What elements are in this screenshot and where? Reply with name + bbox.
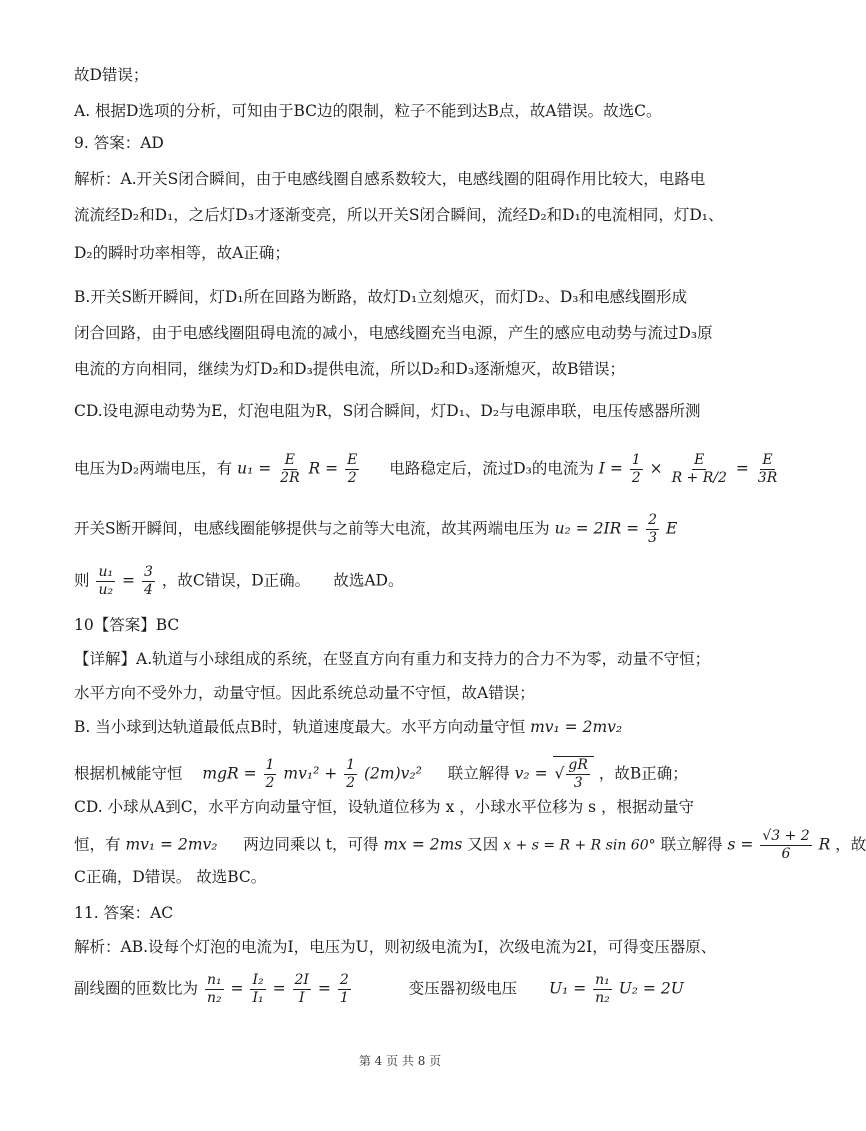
formula-text: mv₁ = 2mv₂ bbox=[530, 718, 623, 736]
denominator: n₂ bbox=[595, 990, 610, 1006]
fraction bbox=[338, 972, 351, 1007]
denominator: 2 bbox=[346, 775, 356, 791]
fraction bbox=[264, 757, 277, 792]
denominator: 2 bbox=[347, 470, 357, 486]
text-segment: ，故 bbox=[835, 835, 866, 854]
text-line: 电流的方向相同，继续为灯D₂和D₃提供电流，所以D₂和D₃逐渐熄灭，故B错误； bbox=[74, 360, 625, 378]
formula-line bbox=[74, 564, 760, 599]
text-line: 解析：AB.设每个灯泡的电流为I，电压为U，则初级电流为I，次级电流为2I，可得变压器原、 bbox=[74, 938, 717, 956]
formula-text: R = bbox=[308, 459, 339, 478]
text-line: 闭合回路，由于电感线圈阻碍电流的减小，电感线圈充当电源，产生的感应电动势与流过D₃原 bbox=[74, 324, 713, 342]
text-segment: 联立解得 bbox=[447, 764, 510, 783]
fraction bbox=[293, 972, 311, 1007]
numerator: gR bbox=[568, 757, 588, 773]
text-line: 【详解】A.轨道与小球组成的系统，在竖直方向有重力和支持力的合力不为零，动量不守恒； bbox=[74, 650, 711, 668]
text-line: 水平方向不受外力，动量守恒。因此系统总动量不守恒，故A错误； bbox=[74, 684, 535, 702]
numerator: E bbox=[347, 452, 358, 468]
text-segment: B. 当小球到达轨道最低点B时，轨道速度最大。水平方向动量守恒 bbox=[74, 718, 526, 736]
formula-text: mv₁² + bbox=[283, 764, 338, 783]
denominator: n₂ bbox=[206, 990, 222, 1006]
formula-line bbox=[74, 716, 760, 738]
fraction bbox=[646, 512, 659, 547]
numerator: 2I bbox=[294, 972, 309, 988]
answer-heading: 10【答案】BC bbox=[74, 616, 180, 634]
formula-line bbox=[74, 972, 760, 1007]
fraction bbox=[142, 564, 155, 599]
text-line: CD. 小球从A到C，水平方向动量守恒，设轨道位移为 x ，小球水平位移为 s ，根据动量守 bbox=[74, 798, 695, 816]
numerator: n₁ bbox=[595, 972, 610, 988]
formula-text: R bbox=[818, 835, 831, 854]
formula-text: = bbox=[317, 979, 331, 998]
formula-text: mx = 2ms bbox=[383, 835, 463, 854]
fraction bbox=[593, 972, 612, 1007]
answer-heading: 11. 答案：AC bbox=[74, 904, 174, 922]
numerator: E bbox=[694, 452, 705, 468]
formula-text: I = bbox=[598, 459, 623, 478]
formula-text: = bbox=[735, 459, 749, 478]
text-segment: 则 bbox=[74, 571, 90, 590]
formula-text: U₂ = 2U bbox=[618, 979, 684, 998]
numerator: 1 bbox=[346, 757, 356, 773]
fraction bbox=[566, 757, 590, 792]
text-line: 流流经D₂和D₁，之后灯D₃才逐渐变亮，所以开关S闭合瞬间，流经D₂和D₁的电流相同，灯D₁、 bbox=[74, 206, 724, 224]
denominator: u₂ bbox=[98, 582, 114, 598]
numerator: E bbox=[284, 452, 295, 468]
fraction bbox=[96, 564, 115, 599]
denominator: R + R/2 bbox=[671, 470, 727, 486]
text-line: 故D错误； bbox=[74, 66, 149, 84]
text-line: C正确，D错误。 故选BC。 bbox=[74, 868, 267, 886]
text-line: D₂的瞬时功率相等，故A正确； bbox=[74, 244, 290, 262]
text-segment: ，故B正确； bbox=[598, 764, 688, 783]
numerator: I₂ bbox=[252, 972, 264, 988]
denominator: 3 bbox=[648, 530, 658, 546]
formula-text: s = bbox=[727, 835, 754, 854]
fraction bbox=[345, 452, 359, 487]
denominator: 2 bbox=[265, 775, 275, 791]
formula-text: × bbox=[649, 459, 663, 478]
text-line: 解析：A.开关S闭合瞬间，由于电感线圈自感系数较大，电感线圈的阻碍作用比较大，电路电 bbox=[74, 170, 706, 188]
text-segment: 电路稳定后，流过D₃的电流为 bbox=[389, 459, 594, 478]
denominator: 4 bbox=[143, 582, 153, 598]
formula-text: u₂ = 2IR = bbox=[554, 519, 640, 538]
fraction bbox=[670, 452, 729, 487]
text-segment: 又因 bbox=[467, 835, 499, 854]
formula-line bbox=[74, 512, 760, 547]
formula-text: (2m)v₂² bbox=[364, 764, 422, 783]
numerator: n₁ bbox=[206, 972, 222, 988]
denominator: 3 bbox=[573, 775, 583, 791]
denominator: I bbox=[298, 990, 305, 1006]
formula-line bbox=[74, 756, 760, 792]
square-root: √ $\frac{gR}{3}$ bbox=[553, 756, 594, 792]
denominator: 3R bbox=[757, 470, 778, 486]
denominator: I₁ bbox=[252, 990, 264, 1006]
formula-text: mgR = bbox=[202, 764, 257, 783]
fraction bbox=[756, 452, 779, 487]
numerator: √3 + 2 bbox=[762, 828, 810, 844]
formula-text: mv₁ = 2mv₂ bbox=[125, 835, 218, 854]
text-line: A. 根据D选项的分析，可知由于BC边的限制，粒子不能到达B点，故A错误。故选C。 bbox=[74, 102, 662, 120]
numerator: E bbox=[762, 452, 773, 468]
denominator: 1 bbox=[339, 990, 349, 1006]
numerator: 2 bbox=[339, 972, 349, 988]
numerator: 1 bbox=[265, 757, 275, 773]
formula-text: = bbox=[230, 979, 244, 998]
text-line: CD.设电源电动势为E，灯泡电阻为R，S闭合瞬间，灯D₁、D₂与电源串联，电压传感器所测 bbox=[74, 402, 701, 420]
fraction bbox=[760, 828, 811, 863]
numerator: u₁ bbox=[98, 564, 114, 580]
denominator: 2R bbox=[280, 470, 300, 486]
text-segment: 变压器初级电压 bbox=[408, 979, 518, 998]
text-segment: 开关S断开瞬间，电感线圈能够提供与之前等大电流，故其两端电压为 bbox=[74, 519, 550, 538]
formula-text: E bbox=[665, 519, 678, 538]
numerator: 2 bbox=[648, 512, 658, 528]
text-line: B.开关S断开瞬间，灯D₁所在回路为断路，故灯D₁立刻熄灭，而灯D₂、D₃和电感线圈形成 bbox=[74, 288, 688, 306]
formula-text: U₁ = bbox=[549, 979, 587, 998]
fraction bbox=[278, 452, 301, 487]
text-segment: 电压为D₂两端电压，有 bbox=[74, 459, 233, 478]
denominator: 6 bbox=[781, 846, 791, 862]
denominator: 2 bbox=[631, 470, 641, 486]
text-segment: 两边同乘以 t，可得 bbox=[243, 835, 379, 854]
fraction bbox=[250, 972, 265, 1007]
fraction bbox=[344, 757, 357, 792]
formula-text: u₁ = bbox=[237, 459, 272, 478]
text-segment: 恒，有 bbox=[74, 835, 121, 854]
numerator: 1 bbox=[631, 452, 641, 468]
fraction bbox=[630, 452, 643, 487]
text-segment: 根据机械能守恒 bbox=[74, 764, 183, 783]
formula-text: = bbox=[122, 571, 136, 590]
formula-line bbox=[74, 828, 866, 863]
fraction bbox=[205, 972, 224, 1007]
text-segment: 联立解得 bbox=[660, 835, 723, 854]
text-segment: ，故C错误，D正确。 故选AD。 bbox=[161, 571, 404, 590]
page-footer: 第 4 页 共 8 页 bbox=[358, 1054, 442, 1068]
formula-line bbox=[74, 452, 778, 487]
formula-text: v₂ = bbox=[514, 764, 548, 783]
answer-heading: 9. 答案：AD bbox=[74, 134, 164, 152]
formula-text: x + s = R + R sin 60° bbox=[503, 837, 656, 854]
numerator: 3 bbox=[143, 564, 153, 580]
formula-text: = bbox=[272, 979, 286, 998]
text-segment: 副线圈的匝数比为 bbox=[74, 979, 199, 998]
